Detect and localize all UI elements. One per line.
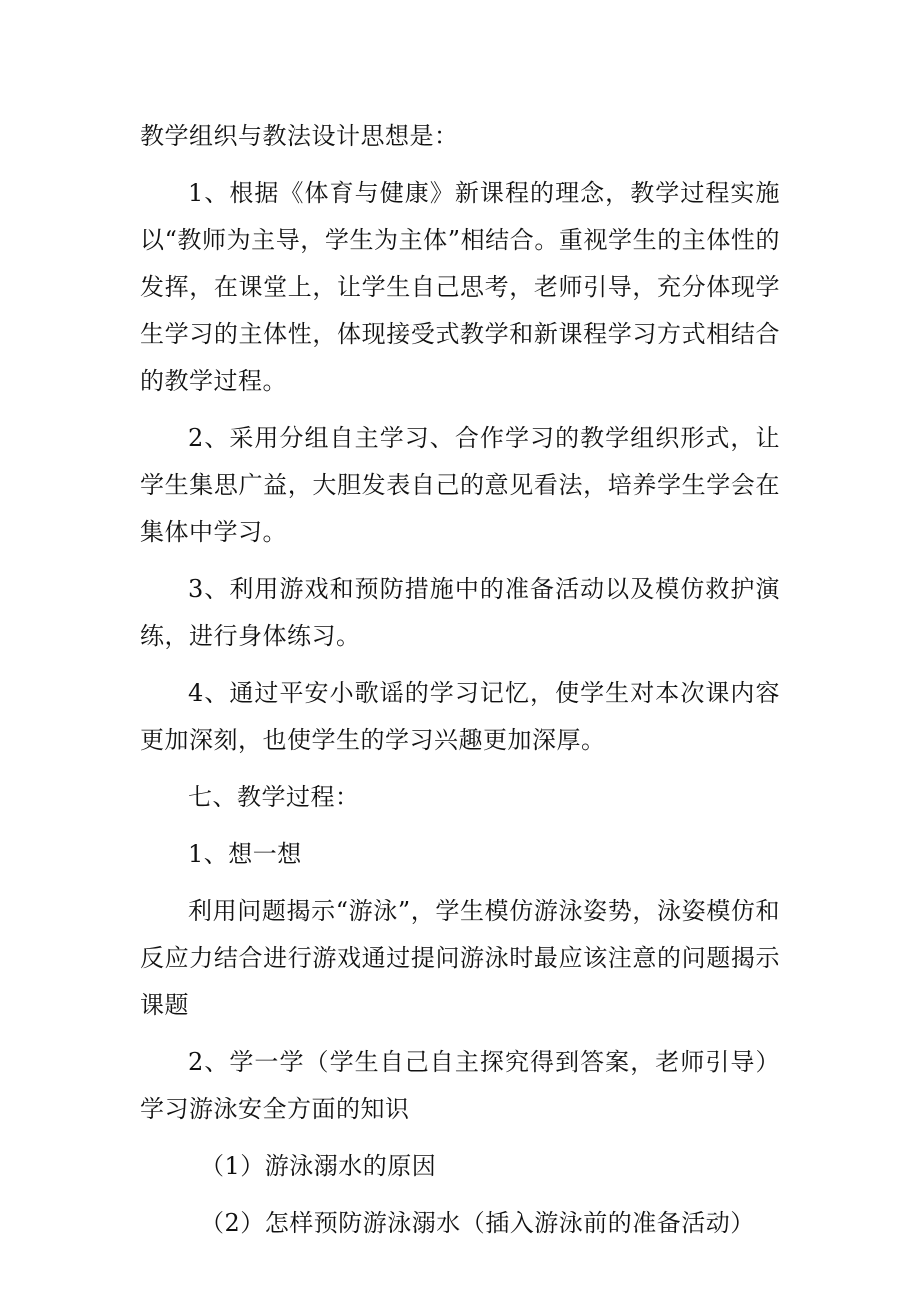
point-3-paragraph: 3、利用游戏和预防措施中的准备活动以及模仿救护演练，进行身体练习。 (140, 575, 780, 650)
step-1-heading: 1、想一想 (188, 840, 302, 868)
sub-item-2: （2）怎样预防游泳溺水（插入游泳前的准备活动） (200, 1209, 755, 1237)
step-2-paragraph: 2、学一学（学生自己自主探究得到答案，老师引导）学习游泳安全方面的知识 (140, 1048, 780, 1123)
point-4-paragraph: 4、通过平安小歌谣的学习记忆，使学生对本次课内容更加深刻，也使学生的学习兴趣更加深厚。 (140, 679, 780, 754)
section-heading: 七、教学过程： (188, 783, 360, 811)
point-1-paragraph: 1、根据《体育与健康》新课程的理念，教学过程实施以“教师为主导，学生为主体”相结合。重视学生的主体性的发挥，在课堂上，让学生自己思考，老师引导，充分体现学生学习的主体性，体现接受式教学和新课程学习方式相结合的教学过程。 (140, 179, 780, 395)
intro-paragraph: 教学组织与教法设计思想是： (140, 122, 459, 150)
step-1-paragraph: 利用问题揭示“游泳”，学生模仿游泳姿势，泳姿模仿和反应力结合进行游戏通过提问游泳时最应该注意的问题揭示课题 (140, 897, 780, 1019)
document-body (140, 113, 780, 1247)
sub-item-1: （1）游泳溺水的原因 (200, 1152, 437, 1180)
point-2-paragraph: 2、采用分组自主学习、合作学习的教学组织形式，让学生集思广益，大胆发表自己的意见看法，培养学生学会在集体中学习。 (140, 424, 780, 546)
